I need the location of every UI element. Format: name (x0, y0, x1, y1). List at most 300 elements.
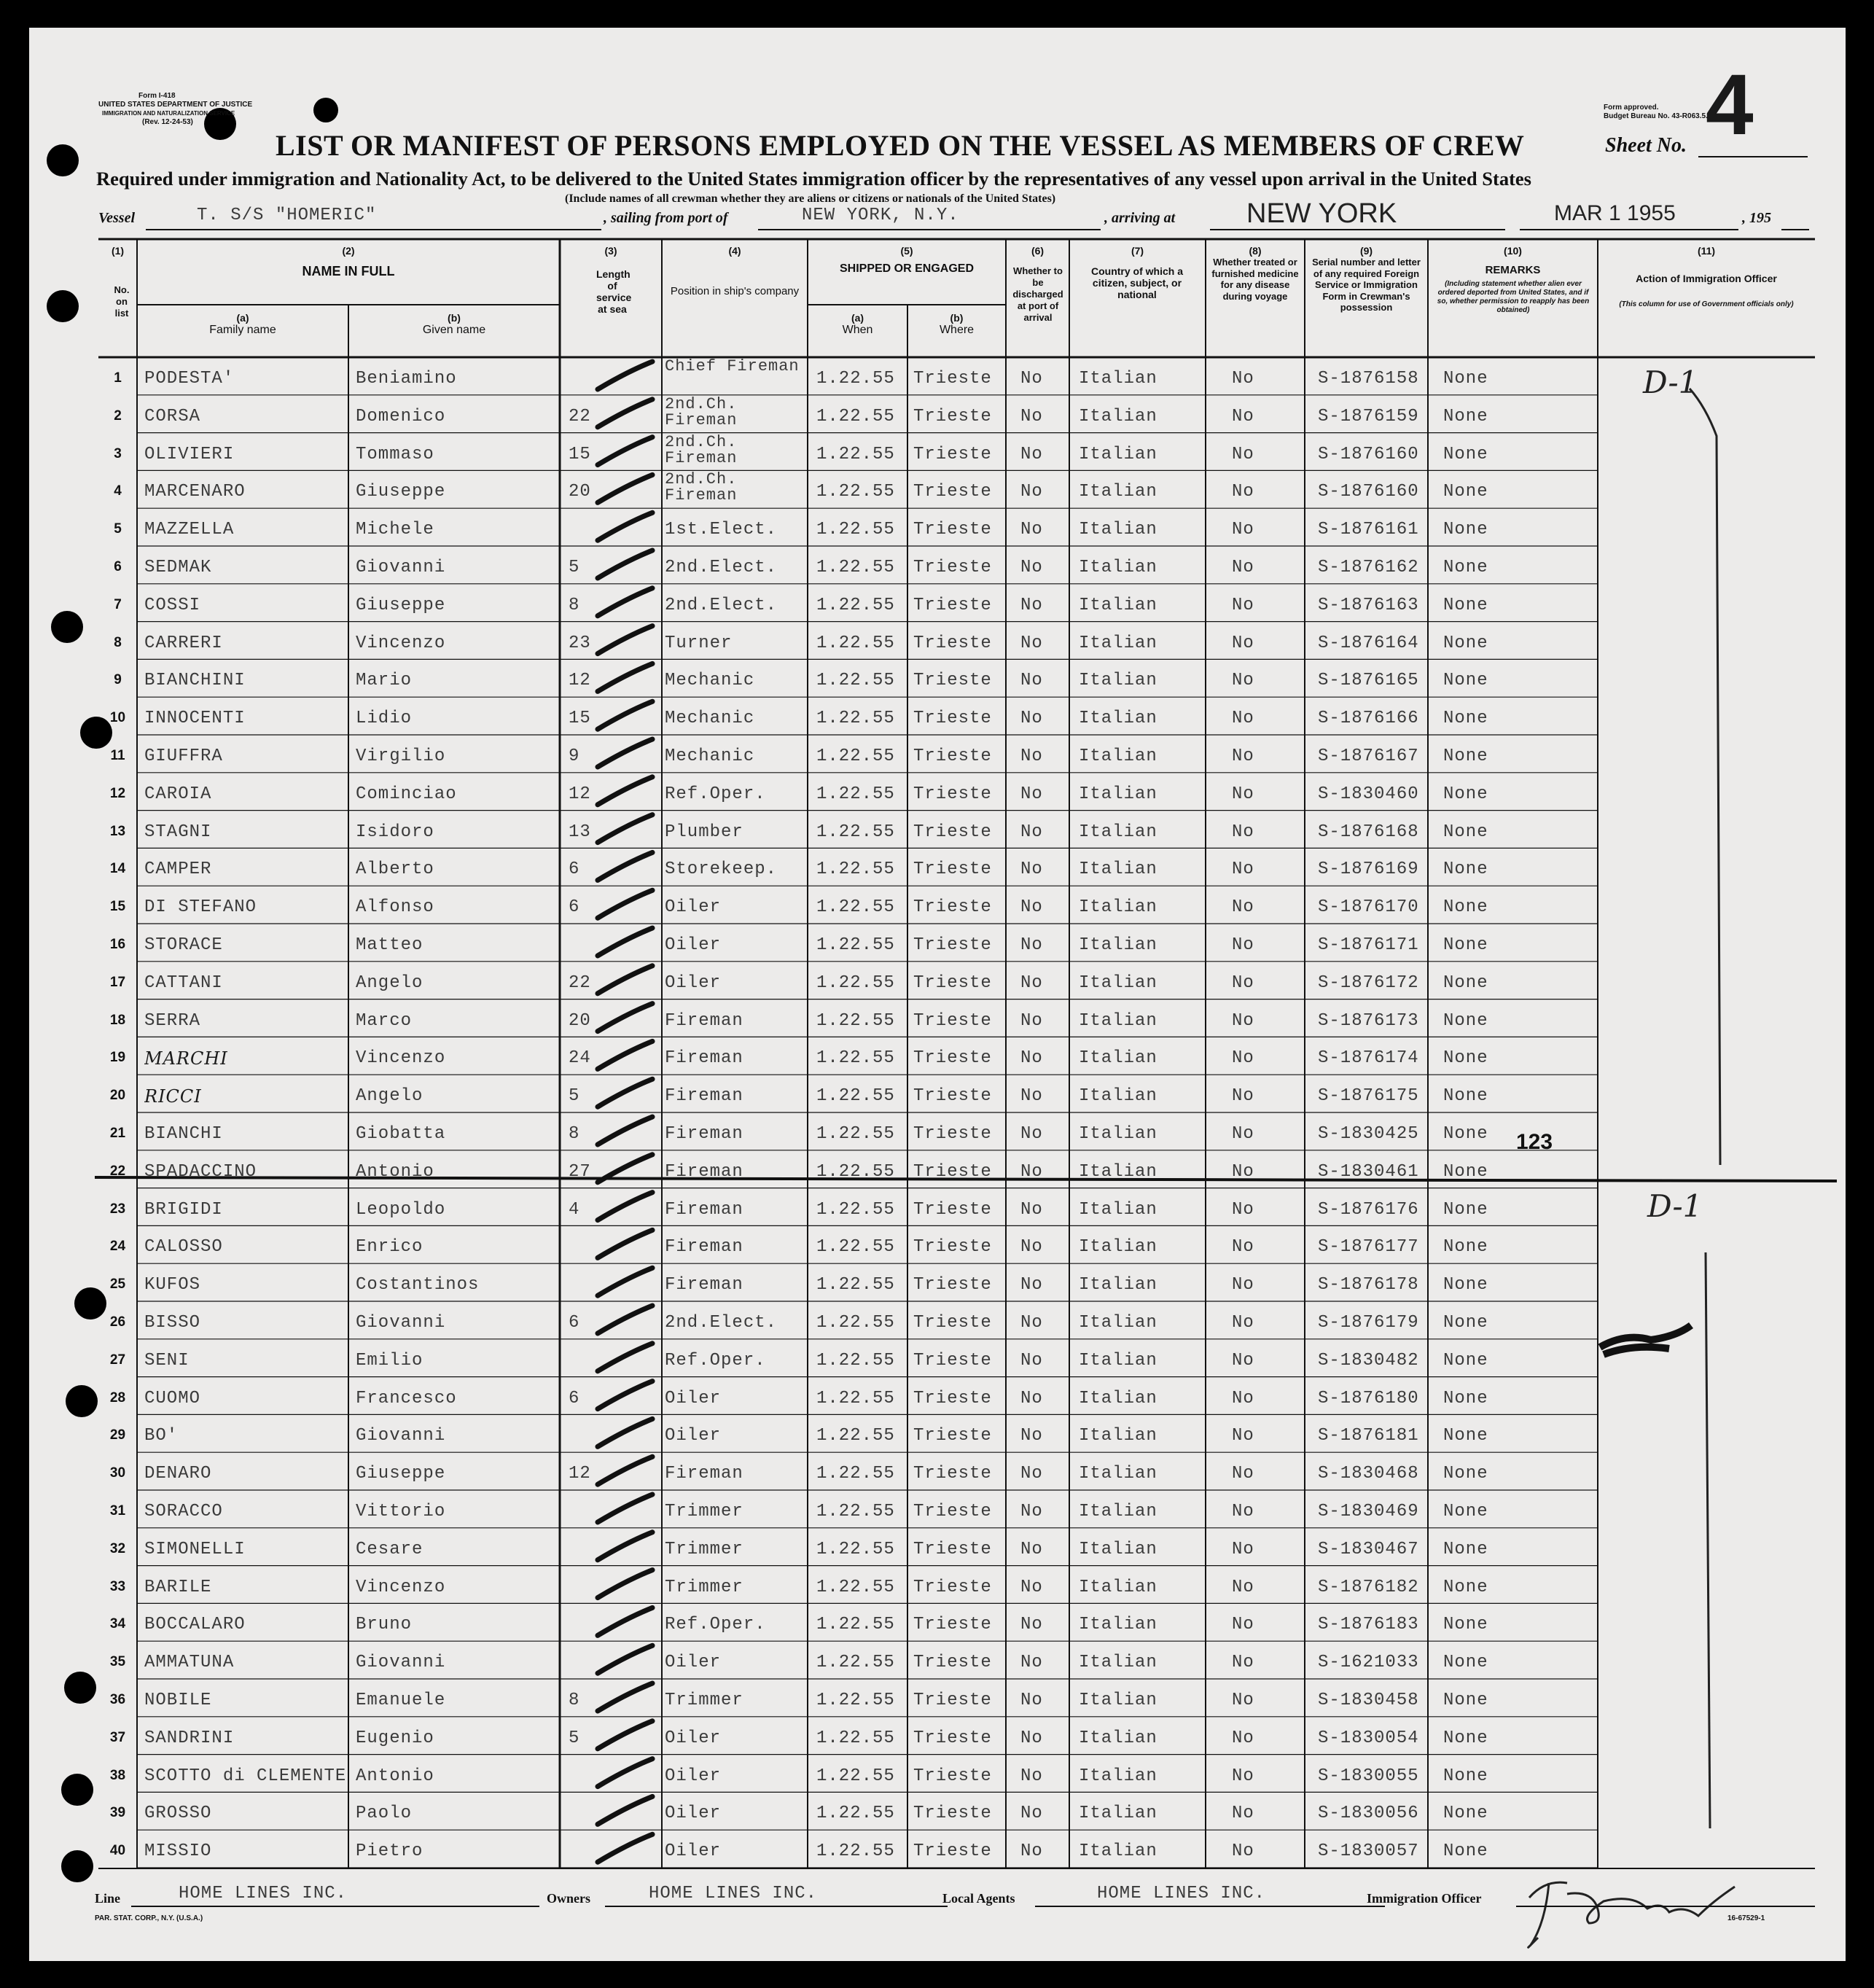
cell-pos: Fireman (665, 1237, 743, 1258)
cell-pos: Oiler (665, 935, 722, 955)
cell-serial: S-1876161 (1318, 520, 1419, 540)
col-7-header: Country of which a citizen, subject, or national (1091, 265, 1183, 300)
col-11-header: Action of Immigration Officer (1636, 273, 1777, 284)
cell-family: DENARO (144, 1464, 212, 1484)
col-6-number: (6) (1031, 245, 1045, 257)
form-code: 16-67529-1 (1727, 1914, 1765, 1922)
cell-dis: No (1020, 747, 1043, 766)
cell-med: No (1232, 1539, 1254, 1559)
cell-pos: Oiler (665, 1766, 722, 1786)
cell-svc: 12 (569, 671, 591, 691)
cell-pos: Fireman (665, 1275, 743, 1295)
cell-when: 1.22.55 (816, 859, 895, 880)
cell-given: Emilio (356, 1350, 423, 1371)
cell-family: OLIVIERI (144, 444, 235, 464)
cell-when: 1.22.55 (816, 1313, 895, 1333)
cell-med: No (1232, 406, 1254, 426)
cell-rem: None (1443, 1766, 1488, 1786)
footer-agents-label: Local Agents (942, 1891, 1015, 1906)
cell-svc: 8 (569, 1124, 580, 1144)
cell-dis: No (1020, 633, 1043, 653)
cell-when: 1.22.55 (816, 935, 895, 955)
cell-family: STAGNI (144, 822, 212, 842)
cell-svc: 15 (569, 709, 591, 729)
cell-where: Trieste (913, 1048, 992, 1069)
col-11-number: (11) (1697, 245, 1716, 257)
cell-when: 1.22.55 (816, 747, 895, 766)
cell-pos: Oiler (665, 972, 722, 993)
cell-family: CALOSSO (144, 1237, 223, 1258)
cell-pos: 2nd.Elect. (665, 558, 778, 577)
cell-no: 19 (109, 1050, 126, 1066)
include-note: (Include names of all crewman whether they are aliens or citizens or nationals of the United States) (565, 192, 1056, 205)
cell-serial: S-1876164 (1318, 633, 1419, 653)
cell-when: 1.22.55 (816, 558, 895, 577)
cell-no: 6 (114, 559, 122, 574)
cell-pos: Oiler (665, 1728, 722, 1748)
cell-where: Trieste (913, 1804, 992, 1824)
cell-when: 1.22.55 (816, 784, 895, 804)
col-5b-number: (b) (950, 312, 964, 324)
cell-when: 1.22.55 (816, 1766, 895, 1786)
cell-where: Trieste (913, 595, 992, 615)
cell-when: 1.22.55 (816, 1426, 895, 1446)
cell-rem: None (1443, 1161, 1488, 1182)
cell-dis: No (1020, 1464, 1043, 1484)
cell-pos: 2nd.Elect. (665, 1313, 778, 1333)
col-9-header: Serial number and letter of any required Foreign Service or Immigration Form in Crewman's possession (1312, 257, 1421, 313)
cell-pos: Oiler (665, 1426, 722, 1446)
cell-where: Trieste (913, 406, 992, 426)
cell-pos: 2nd.Ch. Fireman (665, 434, 738, 467)
cell-rem: None (1443, 1653, 1488, 1673)
cell-family: SENI (144, 1350, 190, 1371)
cell-family: DI STEFANO (144, 897, 257, 918)
cell-pos: 2nd.Ch. Fireman (665, 472, 738, 504)
cell-dis: No (1020, 1010, 1043, 1031)
cell-serial: S-1876165 (1318, 671, 1419, 691)
cell-where: Trieste (913, 1313, 992, 1333)
cell-given: Enrico (356, 1237, 423, 1258)
cell-where: Trieste (913, 671, 992, 691)
cell-where: Trieste (913, 1502, 992, 1521)
cell-med: No (1232, 1237, 1254, 1258)
cell-pos: Fireman (665, 1086, 743, 1107)
cell-serial: S-1876167 (1318, 747, 1419, 766)
cell-no: 5 (114, 521, 122, 537)
form-approved: Form approved. (1604, 104, 1659, 112)
cell-no: 9 (114, 672, 122, 688)
cell-given: Cesare (356, 1539, 423, 1559)
cell-med: No (1232, 1010, 1254, 1031)
cell-where: Trieste (913, 1161, 992, 1182)
cell-med: No (1232, 558, 1254, 577)
cell-rem: None (1443, 1237, 1488, 1258)
cell-when: 1.22.55 (816, 1161, 895, 1182)
cell-where: Trieste (913, 1728, 992, 1748)
cell-pos: Mechanic (665, 709, 755, 729)
cell-no: 38 (109, 1767, 126, 1783)
cell-country: Italian (1079, 633, 1157, 653)
cell-pos: Mechanic (665, 747, 755, 766)
cell-no: 2 (114, 408, 122, 424)
cell-family: CUOMO (144, 1388, 201, 1408)
cell-pos: Oiler (665, 1804, 722, 1824)
col-2a-header: Family name (209, 324, 276, 336)
cell-family: CAROIA (144, 784, 212, 804)
cell-country: Italian (1079, 1804, 1157, 1824)
cell-serial: S-1830469 (1318, 1502, 1419, 1521)
col-2-header: NAME IN FULL (302, 264, 395, 278)
cell-given: Isidoro (356, 822, 434, 842)
cell-no: 15 (109, 899, 126, 915)
cell-dis: No (1020, 1161, 1043, 1182)
cell-where: Trieste (913, 1350, 992, 1371)
cell-pos: Ref.Oper. (665, 1350, 766, 1371)
cell-country: Italian (1079, 1388, 1157, 1408)
sheet-label: Sheet No. (1605, 134, 1687, 157)
cell-pos: 1st.Elect. (665, 520, 778, 540)
cell-serial: S-1876177 (1318, 1237, 1419, 1258)
cell-svc: 12 (569, 784, 591, 804)
cell-svc: 20 (569, 482, 591, 502)
cell-med: No (1232, 1691, 1254, 1710)
cell-rem: None (1443, 1691, 1488, 1710)
cell-when: 1.22.55 (816, 1691, 895, 1710)
cell-svc: 12 (569, 1464, 591, 1484)
col-5a-header: When (842, 324, 873, 336)
sailing-port: NEW YORK, N.Y. (802, 206, 959, 225)
cell-serial: S-1876183 (1318, 1615, 1419, 1635)
cell-family: CATTANI (144, 972, 223, 993)
cell-rem: None (1443, 520, 1488, 540)
cell-given: Emanuele (356, 1691, 446, 1710)
cell-pos: Trimmer (665, 1539, 743, 1559)
cell-pos: Turner (665, 633, 733, 653)
cell-family: RICCI (144, 1086, 202, 1107)
cell-where: Trieste (913, 444, 992, 464)
cell-rem: None (1443, 1804, 1488, 1824)
cell-serial: S-1830468 (1318, 1464, 1419, 1484)
col-1-header: No. on list (114, 284, 130, 319)
cell-svc: 27 (569, 1161, 591, 1182)
footer-owners-label: Owners (547, 1891, 590, 1906)
cell-dis: No (1020, 1199, 1043, 1220)
cell-rem: None (1443, 406, 1488, 426)
cell-svc: 15 (569, 444, 591, 464)
cell-rem: None (1443, 1350, 1488, 1371)
dept-line-2: IMMIGRATION AND NATURALIZATION SERVICE (102, 110, 235, 117)
cell-no: 29 (109, 1427, 126, 1443)
stamp-number: 123 (1516, 1130, 1553, 1154)
cell-where: Trieste (913, 972, 992, 993)
cell-no: 22 (109, 1163, 126, 1179)
cell-rem: None (1443, 747, 1488, 766)
cell-given: Vincenzo (356, 1577, 446, 1597)
cell-given: Matteo (356, 935, 423, 955)
cell-pos: Ref.Oper. (665, 784, 766, 804)
cell-no: 18 (109, 1012, 126, 1028)
cell-when: 1.22.55 (816, 1048, 895, 1069)
cell-given: Antonio (356, 1766, 434, 1786)
cell-svc: 5 (569, 1728, 580, 1748)
cell-med: No (1232, 747, 1254, 766)
cell-med: No (1232, 1766, 1254, 1786)
cell-svc: 9 (569, 747, 580, 766)
cell-family: NOBILE (144, 1691, 212, 1710)
cell-no: 8 (114, 634, 122, 650)
cell-med: No (1232, 1804, 1254, 1824)
cell-family: BIANCHINI (144, 671, 246, 691)
cell-no: 10 (109, 710, 126, 726)
footer-line-label: Line (95, 1891, 121, 1906)
cell-med: No (1232, 709, 1254, 729)
cell-country: Italian (1079, 859, 1157, 880)
cell-svc: 6 (569, 1313, 580, 1333)
cell-dis: No (1020, 558, 1043, 577)
cell-rem: None (1443, 1124, 1488, 1144)
cell-where: Trieste (913, 1615, 992, 1635)
cell-country: Italian (1079, 1502, 1157, 1521)
cell-given: Antonio (356, 1161, 434, 1182)
form-rev: (Rev. 12-24-53) (142, 118, 193, 126)
vessel-label: Vessel (98, 210, 135, 226)
cell-country: Italian (1079, 520, 1157, 540)
cell-country: Italian (1079, 1350, 1157, 1371)
cell-dis: No (1020, 369, 1043, 389)
cell-where: Trieste (913, 558, 992, 577)
col-1-number: (1) (111, 245, 125, 257)
cell-where: Trieste (913, 1464, 992, 1484)
cell-no: 17 (109, 974, 126, 990)
cell-serial: S-1830458 (1318, 1691, 1419, 1710)
cell-serial: S-1876181 (1318, 1426, 1419, 1446)
cell-dis: No (1020, 822, 1043, 842)
cell-when: 1.22.55 (816, 1653, 895, 1673)
cell-country: Italian (1079, 482, 1157, 502)
cell-no: 20 (109, 1088, 126, 1104)
cell-when: 1.22.55 (816, 520, 895, 540)
cell-serial: S-1876169 (1318, 859, 1419, 880)
cell-pos: Trimmer (665, 1691, 743, 1710)
col-6-header: Whether to be discharged at port of arrival (1012, 265, 1063, 323)
col-2b-header: Given name (422, 324, 486, 336)
cell-family: BIANCHI (144, 1124, 223, 1144)
col-8-header: Whether treated or furnished medicine for any disease during voyage (1211, 257, 1299, 302)
cell-serial: S-1876175 (1318, 1086, 1419, 1107)
cell-dis: No (1020, 1388, 1043, 1408)
cell-given: Cominciao (356, 784, 457, 804)
col-5b-header: Where (939, 324, 975, 336)
cell-med: No (1232, 1426, 1254, 1446)
cell-given: Angelo (356, 972, 423, 993)
cell-rem: None (1443, 1275, 1488, 1295)
cell-serial: S-1876171 (1318, 935, 1419, 955)
cell-med: No (1232, 520, 1254, 540)
cell-svc: 13 (569, 822, 591, 842)
col-4-number: (4) (728, 245, 741, 257)
cell-where: Trieste (913, 1275, 992, 1295)
cell-given: Leopoldo (356, 1199, 446, 1220)
cell-pos: Fireman (665, 1161, 743, 1182)
cell-dis: No (1020, 1048, 1043, 1069)
cell-country: Italian (1079, 444, 1157, 464)
cell-med: No (1232, 1388, 1254, 1408)
cell-no: 30 (109, 1465, 126, 1481)
cell-family: BISSO (144, 1313, 201, 1333)
cell-family: BO' (144, 1426, 179, 1446)
cell-family: BOCCALARO (144, 1615, 246, 1635)
cell-serial: S-1876176 (1318, 1199, 1419, 1220)
cell-dis: No (1020, 1766, 1043, 1786)
cell-rem: None (1443, 859, 1488, 880)
cell-given: Vittorio (356, 1502, 446, 1521)
cell-med: No (1232, 1124, 1254, 1144)
cell-svc: 20 (569, 1010, 591, 1031)
cell-country: Italian (1079, 1577, 1157, 1597)
sailing-label: , sailing from port of (604, 210, 728, 226)
cell-pos: Oiler (665, 1841, 722, 1862)
cell-country: Italian (1079, 1615, 1157, 1635)
cell-rem: None (1443, 822, 1488, 842)
cell-med: No (1232, 972, 1254, 993)
cell-no: 7 (114, 596, 122, 612)
cell-med: No (1232, 897, 1254, 918)
cell-dis: No (1020, 1577, 1043, 1597)
cell-family: MISSIO (144, 1841, 212, 1862)
cell-where: Trieste (913, 784, 992, 804)
cell-rem: None (1443, 1426, 1488, 1446)
cell-dis: No (1020, 520, 1043, 540)
cell-country: Italian (1079, 1653, 1157, 1673)
col-2-number: (2) (342, 245, 355, 257)
cell-no: 34 (109, 1616, 126, 1632)
cell-family: MARCENARO (144, 482, 246, 502)
arrival-port: NEW YORK (1246, 198, 1397, 229)
cell-family: KUFOS (144, 1275, 201, 1295)
year-label: , 195 (1742, 210, 1771, 226)
cell-serial: S-1876166 (1318, 709, 1419, 729)
cell-when: 1.22.55 (816, 897, 895, 918)
cell-when: 1.22.55 (816, 482, 895, 502)
footer-agents-value: HOME LINES INC. (1097, 1884, 1266, 1903)
cell-where: Trieste (913, 1388, 992, 1408)
cell-no: 35 (109, 1654, 126, 1670)
cell-where: Trieste (913, 633, 992, 653)
cell-med: No (1232, 1313, 1254, 1333)
cell-where: Trieste (913, 1653, 992, 1673)
cell-country: Italian (1079, 935, 1157, 955)
cell-family: SORACCO (144, 1502, 223, 1521)
cell-pos: Fireman (665, 1010, 743, 1031)
cell-when: 1.22.55 (816, 1615, 895, 1635)
cell-given: Giuseppe (356, 482, 446, 502)
cell-where: Trieste (913, 1426, 992, 1446)
cell-serial: S-1830425 (1318, 1124, 1419, 1144)
sheet-number: 4 (1706, 57, 1754, 153)
cell-med: No (1232, 1653, 1254, 1673)
cell-rem: None (1443, 1841, 1488, 1862)
cell-no: 16 (109, 937, 126, 952)
cell-no: 33 (109, 1578, 126, 1594)
cell-family: SEDMAK (144, 558, 212, 577)
footer-line-value: HOME LINES INC. (179, 1884, 348, 1903)
cell-given: Costantinos (356, 1275, 480, 1295)
cell-country: Italian (1079, 1048, 1157, 1069)
required-statement: Required under immigration and Nationality Act, to be delivered to the United States immigration officer by the representatives of any vessel upon arrival in the United States (96, 168, 1531, 190)
cell-dis: No (1020, 482, 1043, 502)
arrival-date: MAR 1 1955 (1554, 201, 1676, 225)
cell-where: Trieste (913, 897, 992, 918)
cell-svc: 8 (569, 595, 580, 615)
cell-family: BARILE (144, 1577, 212, 1597)
cell-country: Italian (1079, 1426, 1157, 1446)
cell-serial: S-1830460 (1318, 784, 1419, 804)
cell-when: 1.22.55 (816, 1464, 895, 1484)
cell-serial: S-1876160 (1318, 444, 1419, 464)
cell-given: Vincenzo (356, 633, 446, 653)
cell-where: Trieste (913, 1086, 992, 1107)
cell-rem: None (1443, 1539, 1488, 1559)
col-5-number: (5) (900, 245, 913, 257)
cell-svc: 5 (569, 558, 580, 577)
cell-pos: 2nd.Ch. Fireman (665, 396, 738, 429)
cell-dis: No (1020, 1841, 1043, 1862)
cell-med: No (1232, 1086, 1254, 1107)
cell-country: Italian (1079, 897, 1157, 918)
cell-family: GIUFFRA (144, 747, 223, 766)
cell-given: Giovanni (356, 1313, 446, 1333)
cell-country: Italian (1079, 1313, 1157, 1333)
cell-rem: None (1443, 633, 1488, 653)
cell-given: Bruno (356, 1615, 413, 1635)
cell-family: GROSSO (144, 1804, 212, 1824)
cell-serial: S-1830056 (1318, 1804, 1419, 1824)
cell-dis: No (1020, 1313, 1043, 1333)
cell-no: 14 (109, 861, 126, 877)
cell-where: Trieste (913, 1539, 992, 1559)
cell-when: 1.22.55 (816, 1010, 895, 1031)
cell-when: 1.22.55 (816, 709, 895, 729)
cell-given: Marco (356, 1010, 413, 1031)
cell-no: 24 (109, 1239, 126, 1255)
cell-family: CARRERI (144, 633, 223, 653)
printer-imprint: PAR. STAT. CORP., N.Y. (U.S.A.) (95, 1914, 203, 1922)
cell-country: Italian (1079, 1728, 1157, 1748)
cell-med: No (1232, 1464, 1254, 1484)
cell-pos: Fireman (665, 1124, 743, 1144)
col-8-number: (8) (1249, 245, 1262, 257)
cell-serial: S-1830461 (1318, 1161, 1419, 1182)
cell-given: Giobatta (356, 1124, 446, 1144)
cell-given: Vincenzo (356, 1048, 446, 1069)
cell-med: No (1232, 1048, 1254, 1069)
cell-given: Tommaso (356, 444, 434, 464)
cell-pos: Ref.Oper. (665, 1615, 766, 1635)
cell-no: 31 (109, 1503, 126, 1519)
col-3-number: (3) (604, 245, 617, 257)
cell-dis: No (1020, 859, 1043, 880)
cell-country: Italian (1079, 1086, 1157, 1107)
cell-pos: Oiler (665, 1388, 722, 1408)
cell-where: Trieste (913, 935, 992, 955)
cell-when: 1.22.55 (816, 1237, 895, 1258)
cell-family: BRIGIDI (144, 1199, 223, 1220)
cell-no: 37 (109, 1729, 126, 1745)
cell-dis: No (1020, 595, 1043, 615)
cell-when: 1.22.55 (816, 822, 895, 842)
cell-svc: 6 (569, 897, 580, 918)
